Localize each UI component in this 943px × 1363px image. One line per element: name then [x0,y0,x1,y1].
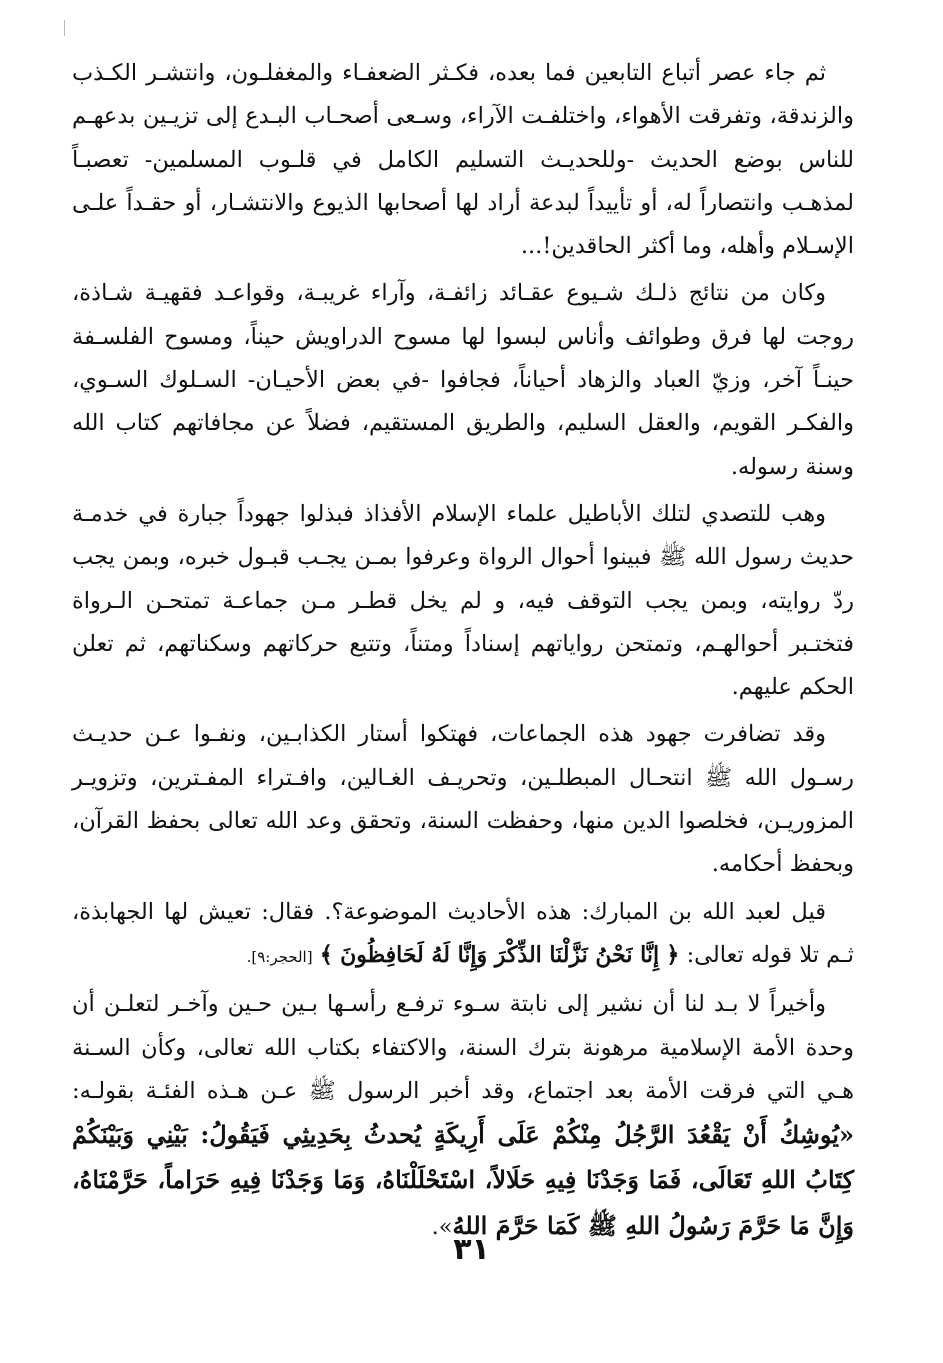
quran-verse: إِنَّا نَحْنُ نَزَّلْنَا الذِّكْرَ وَإِنَّا لَهُ لَحَافِظُونَ [340,941,660,968]
paragraph-deniers [72,983,854,1249]
deniers-text: وأخيراً لا بـد لنا أن نشير إلى نابتة سـوء ترفـع رأسـها بـين حـين وآخـر لتعلـن أن وحدة الأمة الإسلامية مرهونة بترك السنة، والاكتفاء بكتاب الله تعالى، وكأن السـنة هـي التي فرقت الأمة بعد اجتماع، وقد أخبر الرسول ﷺ عـن هـذه الفئـة بقولـه: [72,991,854,1104]
page-body [72,52,854,1253]
quran-close-bracket: ﴾ [319,941,333,968]
hadith-text: يُوشِكُ أَنْ يَقْعُدَ الرَّجُلُ مِنْكُمْ عَلَى أَرِيكَةٍ يُحدثُ بِحَدِيثِي فَيَقُولُ: بَيْنِي وَبَيْنَكُمْ كِتَابُ اللهِ تَعَالَى، فَمَا وَجَدْنَا فِيهِ حَلَالاً، اسْتَحْلَلْنَاهُ، وَمَا وَجَدْنَا فِيهِ حَرَاماً، حَرَّمْنَاهُ، وَإِنَّ مَا حَرَّمَ رَسُولُ اللهِ ﷺ كَمَا حَرَّمَ اللهُ [72,1120,854,1240]
scan-mark [64,20,65,36]
ibn-mubarak-text: قيل لعبد الله بن المبارك: هذه الأحاديث الموضوعة؟. فقال: تعيش لها الجهابذة، ثـم تلا قوله تعالى: [72,898,854,968]
page-number: ٣١ [453,1232,490,1267]
paragraph-fabrication: ثم جاء عصر أتباع التابعين فما بعده، فكـثر الضعفـاء والمغفلـون، وانتشـر الكـذب والزندقة، وتفرقت الأهواء، واختلفـت الآراء، وسـعى أصحـاب البـدع إلى تزيـين بدعهـم للناس بوضع الحديث -وللحديـث التسليم الكامل في قلـوب المسلمين- تعصبـاً لمذهـب وانتصاراً له، أو تأييداً لبدعة أراد لها أصحابها الذيوع والانتشـار، أو حقـداً علـى الإسـلام وأهله، وما أكثر الحاقدين!... [72,60,854,260]
paragraph-false-beliefs: وكان من نتائج ذلـك شـيوع عقـائد زائفـة، وآراء غريبـة، وقواعـد فقهيـة شـاذة، روجت لها فرق وطوائف وأناس لبسوا لها مسوح الدراويش حيناً، ومسوح الفلسـفة حينـاً آخر، وزيّ العباد والزهاد أحياناً، فجافوا -في بعض الأحيـان- السـلوك السـوي، والفكـر القويم، والعقل السليم، والطريق المستقيم، فضلاً عن مجافاتهم كتاب الله وسنة رسوله. [72,280,854,480]
paragraph-scholars-efforts: وهب للتصدي لتلك الأباطيل علماء الإسلام الأفذاذ فبذلوا جهوداً جبارة في خدمـة حديث رسول الله ﷺ فبينوا أحوال الرواة وعرفوا بمـن يجـب قبـول خبره، وبمن يجب ردّ روايته، وبمن يجب التوقف فيه، و لم يخل قطـر مـن جماعـة تمتحـن الـرواة فتختـبر أحوالهـم، وتمتحن رواياتهم إسناداً ومتناً، وتتبع حركاتهم وسكناتهم، ثم تعلن الحكم عليهم. [72,500,854,701]
paragraph-sunnah-preserved: وقد تضافرت جهود هذه الجماعات، فهتكوا أستار الكذابـين، ونفـوا عـن حديـث رسـول الله ﷺ انتحـال المبطلـين، وتحريـف الغـالين، وافـتراء المفـترين، وتزويـر المزوريـن، فخلصوا الدين منها، وحفظت السنة، وتحقق وعد الله تعالى بحفظ القرآن، وبحفظ أحكامه. [72,721,854,878]
paragraph-ibn-mubarak [72,891,854,980]
quran-reference: [الحجر:٩]. [246,947,313,966]
hadith-open-quote: « [839,1120,854,1150]
quran-open-bracket: ﴿ [666,941,680,968]
hadith-close-quote: ». [431,1213,453,1240]
